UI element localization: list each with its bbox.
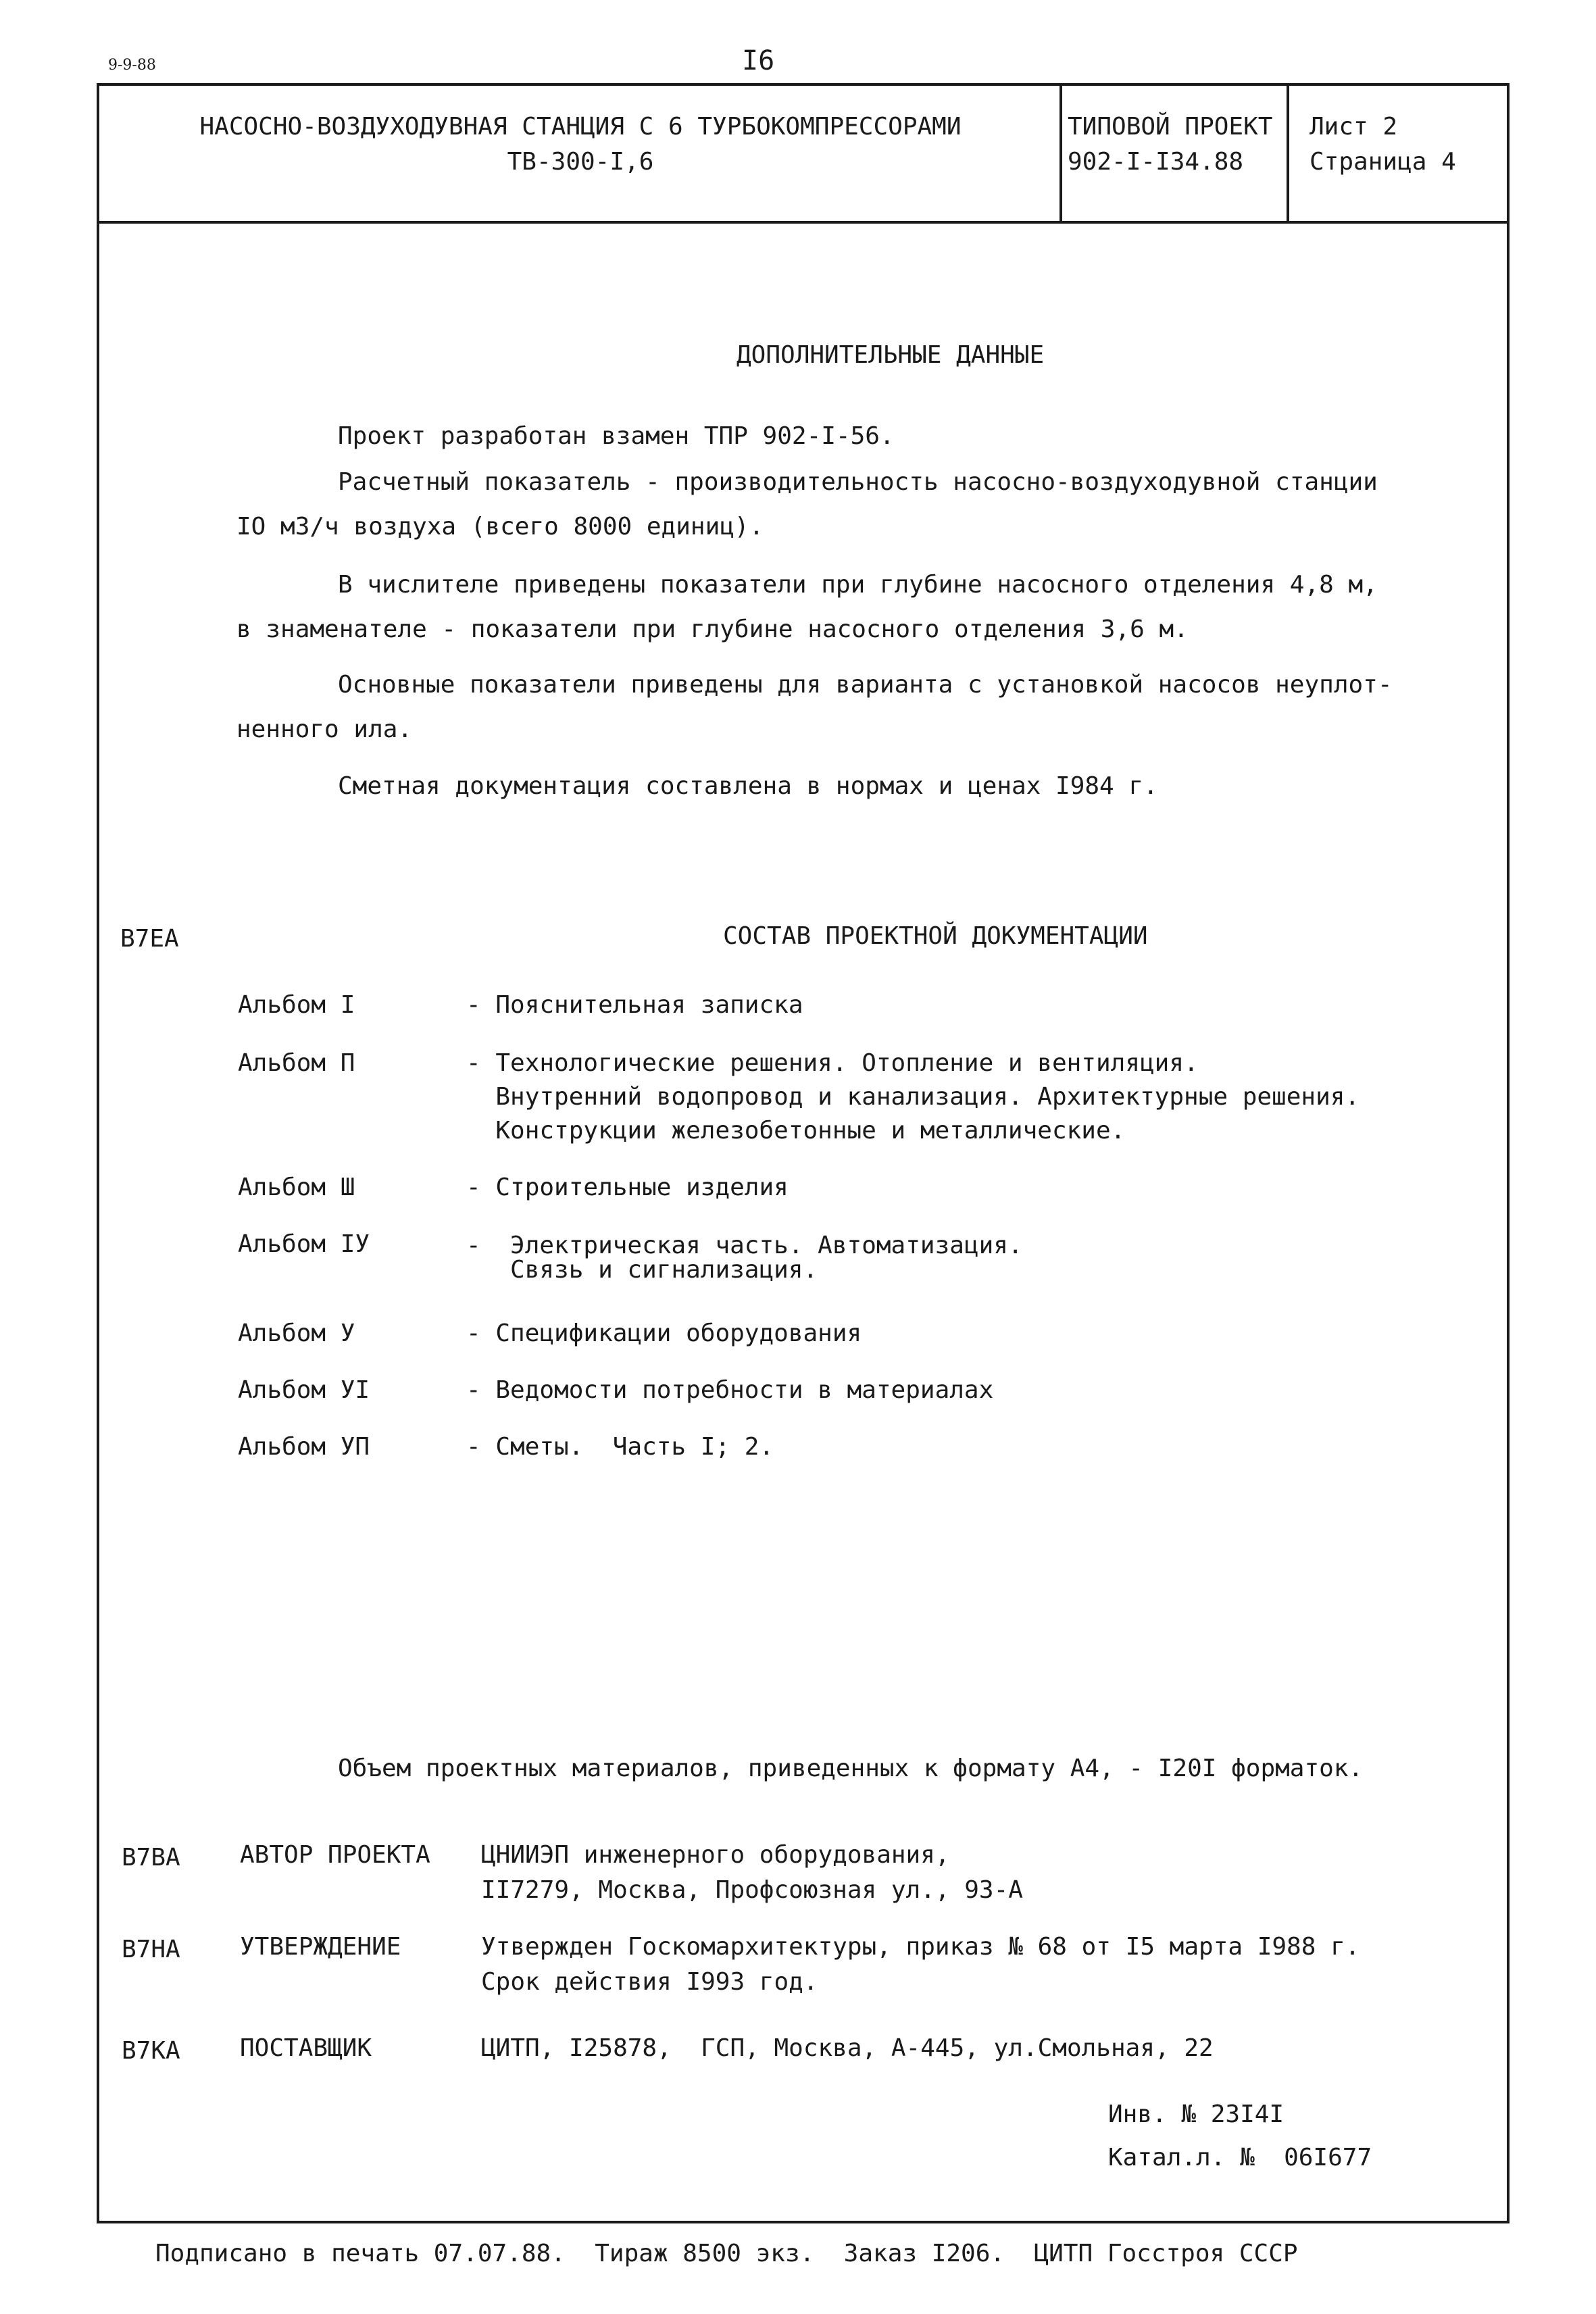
additional-line: в знаменателе - показатели при глубине насосного отделения 3,6 м. xyxy=(236,615,1189,643)
project-label: ТИПОВОЙ ПРОЕКТ xyxy=(1068,113,1273,141)
additional-line: IO м3/ч воздуха (всего 8000 единиц). xyxy=(236,513,764,540)
author-line: ЦНИИЭП инженерного оборудования, xyxy=(481,1841,950,1869)
approval-label: УТВЕРЖДЕНИЕ xyxy=(240,1933,401,1961)
album-desc: - Пояснительная записка xyxy=(466,991,803,1019)
album-desc: - Спецификации оборудования xyxy=(466,1319,862,1347)
album-desc: Конструкции железобетонные и металлические. xyxy=(466,1117,1126,1145)
volume-line: Объем проектных материалов, приведенных к формату А4, - I20I форматок. xyxy=(338,1755,1364,1782)
additional-line: Основные показатели приведены для варианта с установкой насосов неуплот- xyxy=(338,671,1393,699)
page-label: Страница 4 xyxy=(1310,148,1456,176)
album-label: Альбом УП xyxy=(238,1433,370,1461)
album-desc: - Электрическая часть. Автоматизация. xyxy=(466,1232,1023,1259)
header-title-line2: ТВ-300-I,6 xyxy=(507,148,654,176)
album-label: Альбом У xyxy=(238,1319,355,1347)
album-label: Альбом Ш xyxy=(238,1174,355,1201)
additional-line: Расчетный показатель - производительность насосно-воздуходувной станции xyxy=(338,468,1378,496)
project-number: 902-I-I34.88 xyxy=(1068,148,1244,176)
author-label: АВТОР ПРОЕКТА xyxy=(240,1841,430,1869)
album-desc: Связь и сигнализация. xyxy=(466,1256,818,1284)
inventory-number: Инв. № 23I4I xyxy=(1108,2101,1285,2128)
approval-code: В7НА xyxy=(122,1936,180,1963)
album-label: Альбом УI xyxy=(238,1376,370,1404)
additional-line: Проект разработан взамен ТПР 902-I-56. xyxy=(338,422,895,450)
additional-heading: ДОПОЛНИТЕЛЬНЫЕ ДАННЫЕ xyxy=(737,341,1045,369)
header-divider-v1 xyxy=(1059,83,1062,222)
album-label: Альбом I xyxy=(238,991,355,1019)
album-desc: - Технологические решения. Отопление и вентиляция. xyxy=(466,1049,1199,1077)
approval-line: Срок действия I993 год. xyxy=(481,1968,818,1996)
sheet-label: Лист 2 xyxy=(1310,113,1398,141)
catalog-number: Катал.л. № 06I677 xyxy=(1108,2144,1372,2171)
author-code: В7ВА xyxy=(122,1844,180,1871)
supplier-line: ЦИТП, I25878, ГСП, Москва, А-445, ул.Смольная, 22 xyxy=(481,2034,1214,2062)
album-desc: - Ведомости потребности в материалах xyxy=(466,1376,994,1404)
date-stamp: 9-9-88 xyxy=(108,57,156,74)
composition-code: В7ЕА xyxy=(120,925,179,953)
album-desc: - Сметы. Часть I; 2. xyxy=(466,1433,774,1461)
header-divider xyxy=(97,221,1510,224)
print-footer: Подписано в печать 07.07.88. Тираж 8500 экз. Заказ I206. ЦИТП Госстроя СССР xyxy=(155,2240,1298,2267)
additional-line: ненного ила. xyxy=(236,715,413,743)
album-label: Альбом IУ xyxy=(238,1230,370,1258)
album-desc: Внутренний водопровод и канализация. Архитектурные решения. xyxy=(466,1083,1360,1111)
composition-heading: СОСТАВ ПРОЕКТНОЙ ДОКУМЕНТАЦИИ xyxy=(723,922,1148,950)
album-label: Альбом П xyxy=(238,1049,355,1077)
supplier-code: В7КА xyxy=(122,2037,180,2065)
approval-line: Утвержден Госкомархитектуры, приказ № 68 от I5 марта I988 г. xyxy=(481,1933,1360,1961)
author-line: II7279, Москва, Профсоюзная ул., 93-А xyxy=(481,1876,1023,1904)
supplier-label: ПОСТАВЩИК xyxy=(240,2034,372,2062)
header-title-line1: НАСОСНО-ВОЗДУХОДУВНАЯ СТАНЦИЯ С 6 ТУРБОКОМПРЕССОРАМИ xyxy=(199,113,962,141)
album-desc: - Строительные изделия xyxy=(466,1174,789,1201)
additional-line: В числителе приведены показатели при глубине насосного отделения 4,8 м, xyxy=(338,571,1378,599)
page-number: I6 xyxy=(742,45,775,76)
header-divider-v2 xyxy=(1287,83,1289,222)
additional-line: Сметная документация составлена в нормах и ценах I984 г. xyxy=(338,772,1158,800)
